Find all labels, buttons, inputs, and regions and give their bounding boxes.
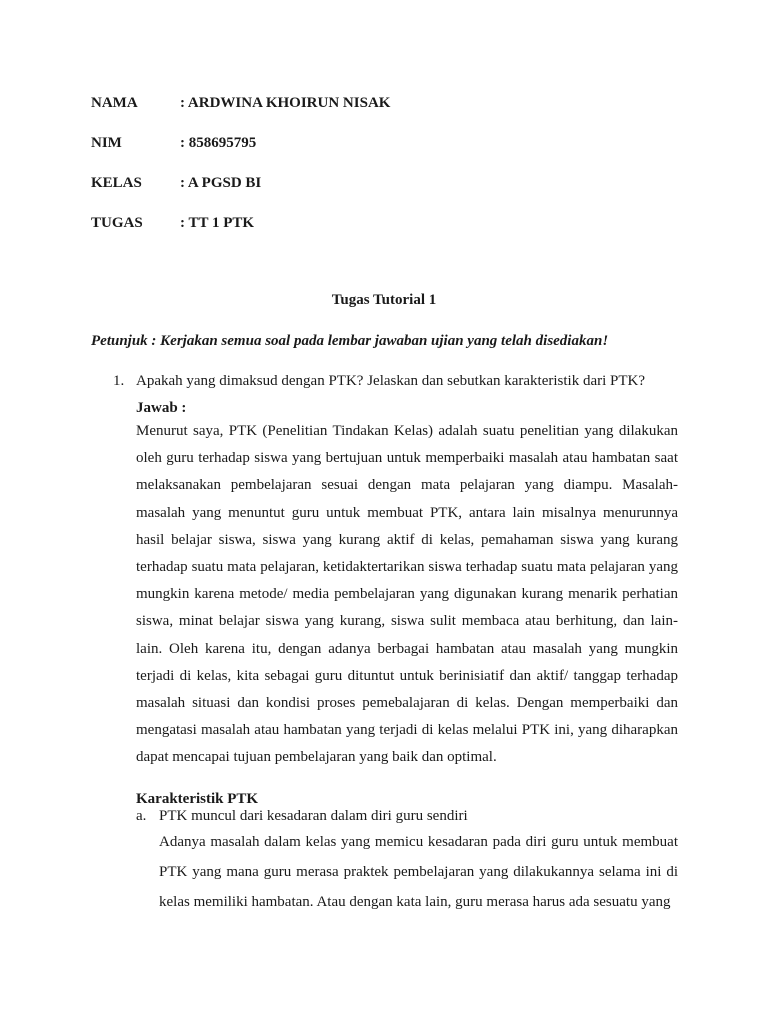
identity-label: NAMA bbox=[91, 95, 138, 111]
answer-label: Jawab : bbox=[136, 400, 187, 416]
list-item-body: Adanya masalah dalam kelas yang memicu kesadaran pada diri guru untuk membuat PTK yang mana guru merasa praktek pembelajaran yang dilakukannya selama ini di kelas memiliki hambatan. Atau dengan kata lain, guru merasa harus ada sesuatu yang bbox=[159, 834, 678, 910]
identity-value: : A PGSD BI bbox=[180, 175, 262, 191]
instruction-text: Petunjuk : Kerjakan semua soal pada lembar jawaban ujian yang telah disediakan! bbox=[91, 333, 609, 349]
identity-label: TUGAS bbox=[91, 215, 143, 231]
question-text: Apakah yang dimaksud dengan PTK? Jelaskan dan sebutkan karakteristik dari PTK? bbox=[136, 373, 646, 389]
list-item-title: PTK muncul dari kesadaran dalam diri guru sendiri bbox=[159, 808, 468, 824]
answer-paragraph: Menurut saya, PTK (Penelitian Tindakan Kelas) adalah suatu penelitian yang dilakukan oleh guru terhadap siswa yang bertujuan untuk memperbaiki masalah atau hambatan saat melaksanakan pembelajaran sesuai dengan mata pelajaran yang diampu. Masalah-masalah yang menuntut guru untuk membuat PTK, antara lain misalnya menurunnya hasil belajar siswa, siswa yang kurang aktif di kelas, pemahaman siswa yang kurang terhadap suatu mata pelajaran, ketidaktertarikan siswa terhadap suatu mata pelajaran yang mungkin karena metode/ media pembelajaran yang digunakan kurang menarik perhatian siswa, minat belajar siswa yang kurang, siswa sulit membaca atau berhitung, dan lain-lain. Oleh karena itu, dengan adanya berbagai hambatan atau masalah yang mungkin terjadi di kelas, kita sebagai guru dituntut untuk berinisiatif dan aktif/ tanggap terhadap masalah situasi dan kondisi proses pemebalajaran di kelas. Dengan memperbaiki dan mengatasi masalah atau hambatan yang terjadi di kelas melalui PTK ini, yang diharapkan dapat mencapai tujuan pembelajaran yang baik dan optimal. bbox=[136, 423, 678, 766]
identity-label: NIM bbox=[91, 135, 122, 151]
identity-value: : TT 1 PTK bbox=[180, 215, 255, 231]
list-item-letter: a. bbox=[136, 808, 147, 824]
characteristics-heading: Karakteristik PTK bbox=[136, 791, 259, 807]
identity-value: : 858695795 bbox=[180, 135, 257, 151]
identity-value: : ARDWINA KHOIRUN NISAK bbox=[180, 95, 391, 111]
question-number: 1. bbox=[113, 373, 125, 389]
identity-label: KELAS bbox=[91, 175, 142, 191]
document-title: Tugas Tutorial 1 bbox=[331, 292, 437, 308]
